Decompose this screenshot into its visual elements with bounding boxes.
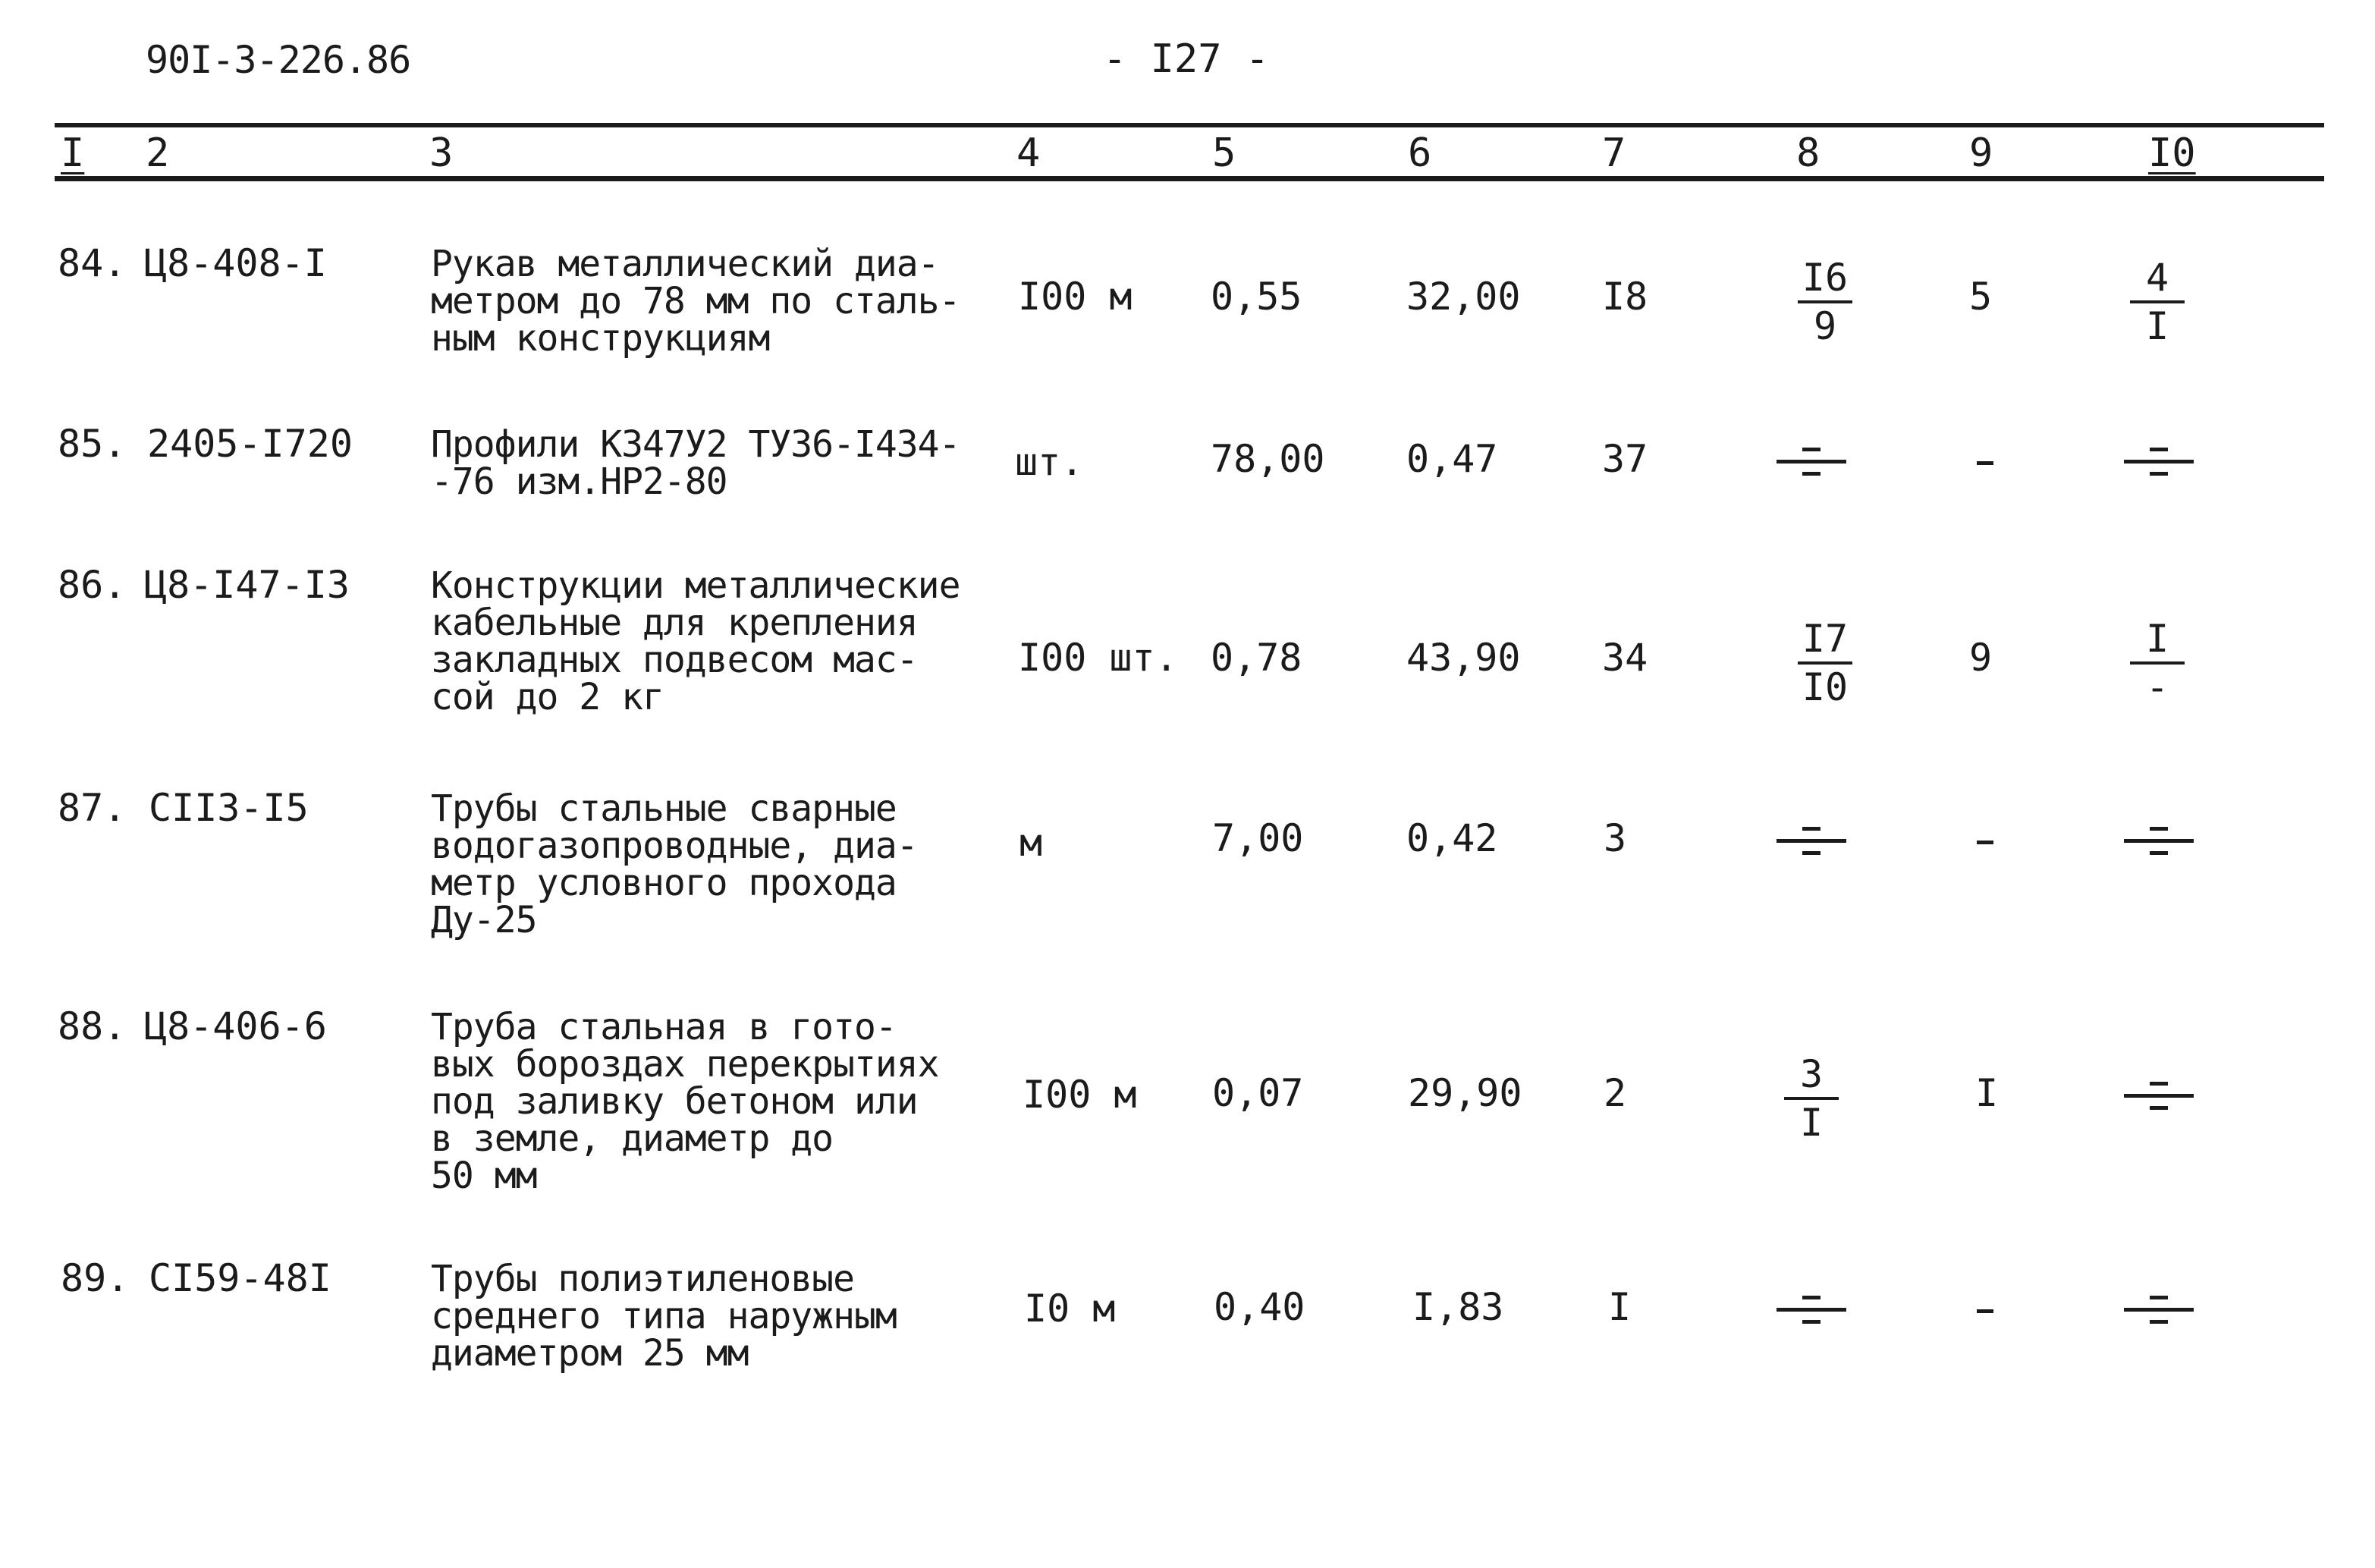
row-quantity: 0,40 [1214,1285,1305,1329]
page-number: - I27 - [1103,36,1270,82]
row-description: Трубы полиэтиленовые среднего типа наружным диаметром 25 мм [431,1258,897,1375]
row-col8-dash-fraction [1772,1293,1848,1331]
column-header-9: 9 [1969,130,1993,176]
row-price: 43,90 [1406,636,1521,680]
row-price: 32,00 [1406,275,1521,319]
column-header-5: 5 [1212,130,1236,176]
row-quantity: 0,07 [1212,1071,1304,1115]
document-code: 90I-3-226.86 [146,38,411,82]
row-code: Ц8-I47-I3 [144,563,350,607]
row-col10-fraction: I - [2119,617,2195,709]
row-price: 0,42 [1406,816,1498,860]
row-col8-fraction: $\frac{I7}{I0}$ [1787,617,1863,709]
row-price: I,83 [1412,1285,1504,1329]
column-header-1: I [61,130,85,176]
row-col7: 3 [1604,816,1627,860]
table-top-rule [55,123,2324,127]
column-header-10: I0 [2148,130,2196,176]
row-col9-dash [1977,841,1993,844]
row-number: 88. [58,1004,127,1048]
row-code: Ц8-406-6 [144,1004,327,1048]
column-header-4: 4 [1016,130,1041,176]
column-header-2: 2 [146,130,170,176]
row-col9: I [1975,1071,1999,1115]
row-col7: 34 [1602,636,1648,680]
column-header-3: 3 [429,130,454,176]
row-number: 87. [58,786,127,830]
row-col8-fraction: $\frac{I6}{9}$ [1787,256,1863,347]
table-header-rule [55,176,2324,181]
row-quantity: 7,00 [1212,816,1304,860]
row-col8-fraction: $\frac{3}{I}$ [1773,1053,1849,1144]
row-code: СII3-I5 [149,786,309,830]
row-unit: I00 м [1018,275,1133,319]
row-description: Трубы стальные сварные водогазопроводные, диа- метр условного прохода Ду-25 [431,787,918,941]
row-col7: 37 [1602,437,1648,481]
row-description: Профили К347У2 ТУ36-I434- -76 изм.НР2-80 [431,423,960,503]
row-col10-dash-fraction [2119,1079,2195,1117]
row-col10-dash-fraction [2119,824,2195,862]
row-price: 29,90 [1408,1071,1522,1115]
row-price: 0,47 [1406,437,1498,481]
row-number: 86. [58,563,127,607]
row-col10-dash-fraction [2119,445,2195,482]
row-code: СI59-48I [149,1256,331,1300]
row-unit: I00 шт. [1018,636,1178,680]
row-col9-dash [1977,1309,1993,1313]
row-quantity: 78,00 [1211,437,1325,481]
row-col8-dash-fraction [1772,445,1848,482]
row-description: Труба стальная в гото- вых бороздах перекрытиях под заливку бетоном или в земле, диаметр до 50 мм [431,1006,939,1197]
row-quantity: 0,78 [1211,636,1302,680]
row-quantity: 0,55 [1211,275,1302,319]
row-col9: 5 [1969,275,1993,319]
row-col10-dash-fraction [2119,1293,2195,1331]
row-col7: I [1608,1285,1632,1329]
row-unit: I00 м [1023,1073,1137,1117]
row-description: Конструкции металлические кабельные для крепления закладных подвесом мас- сой до 2 кг [431,564,960,718]
row-number: 84. [58,241,127,285]
row-col8-dash-fraction [1772,824,1848,862]
column-header-6: 6 [1408,130,1432,176]
row-code: 2405-I720 [147,422,353,466]
row-unit: м [1019,821,1043,865]
column-header-8: 8 [1796,130,1821,176]
row-number: 85. [58,422,127,466]
row-unit: шт. [1015,440,1084,484]
row-number: 89. [61,1256,130,1300]
row-code: Ц8-408-I [144,241,327,285]
column-header-7: 7 [1602,130,1626,176]
row-col9-dash [1977,461,1993,465]
row-col7: 2 [1604,1071,1627,1115]
row-unit: I0 м [1024,1287,1116,1331]
row-col7: I8 [1602,275,1648,319]
row-description: Рукав металлический диа- метром до 78 мм по сталь- ным конструкциям [431,243,960,360]
row-col9: 9 [1969,636,1993,680]
row-col10-fraction: $\frac{4}{I}$ [2119,256,2195,347]
